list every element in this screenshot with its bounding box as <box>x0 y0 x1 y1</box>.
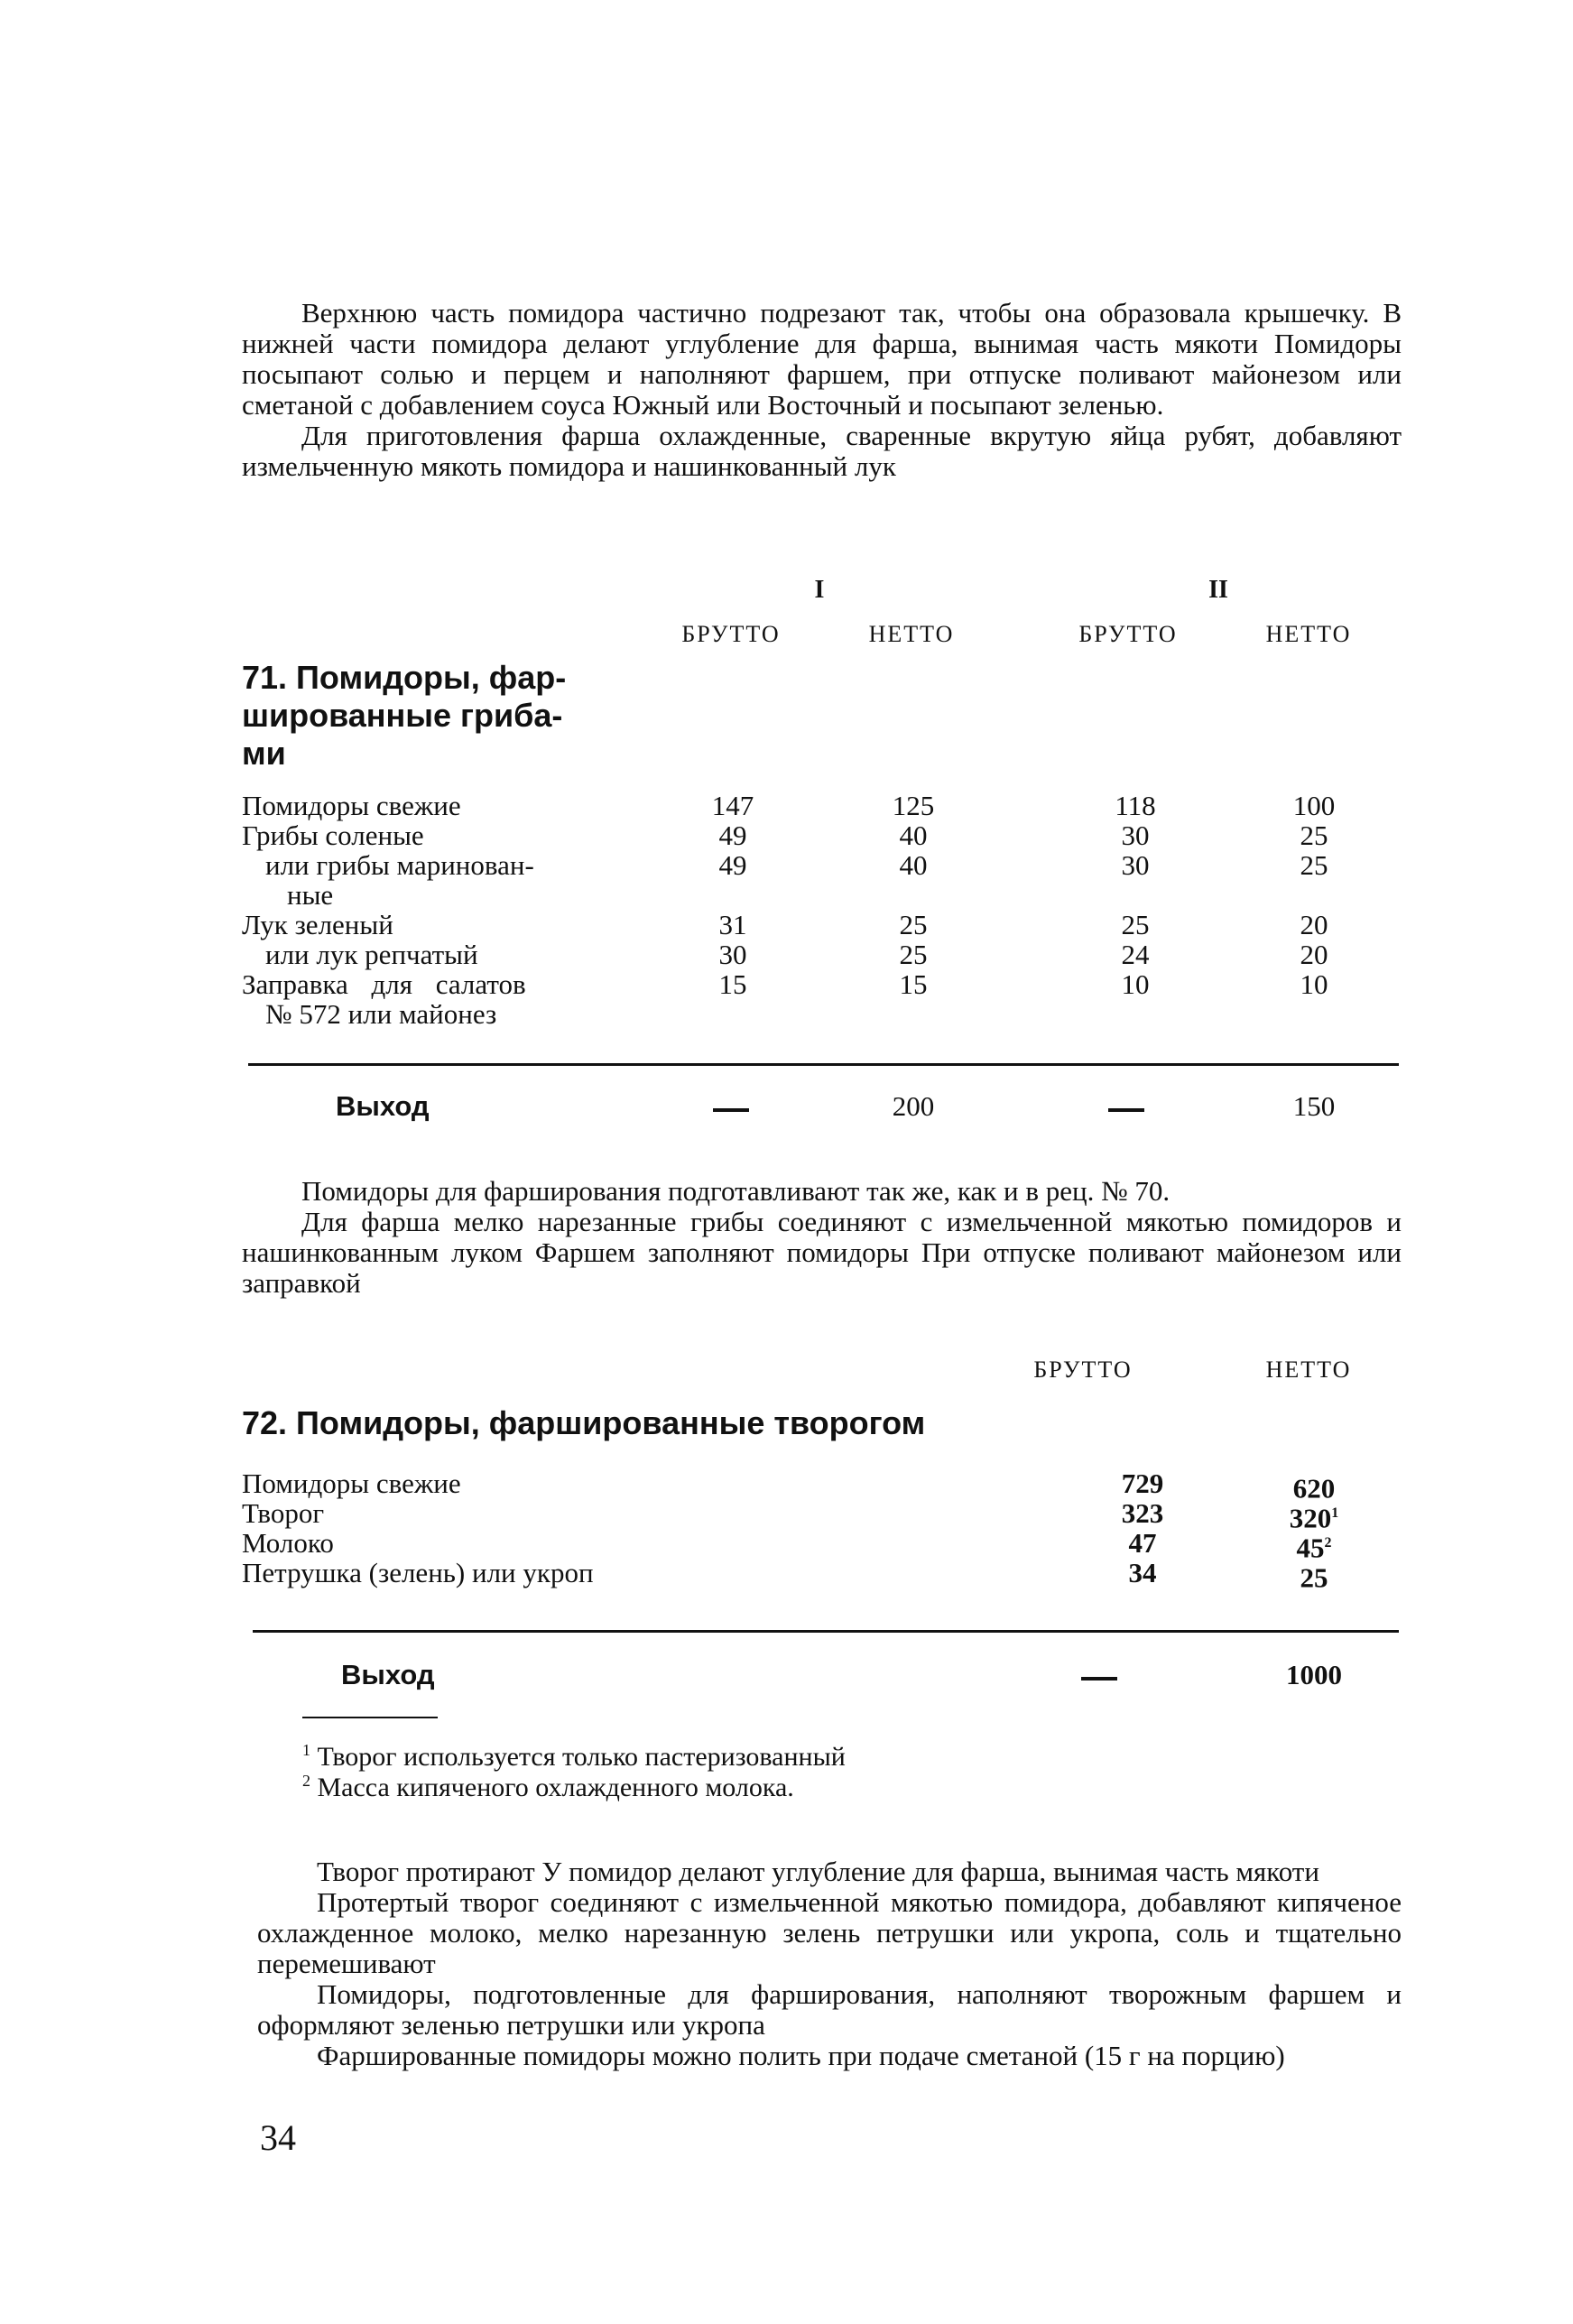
yield-value: 150 <box>1292 1090 1336 1122</box>
ingredient-row: Творог 323 $320^1$ <box>242 1497 1339 1534</box>
ingredient-row: № 572 или майонез <box>265 998 497 1030</box>
table-rule <box>248 1063 1399 1066</box>
ingredient-row: Помидоры свежие 729 620 <box>242 1468 1336 1505</box>
ingredient-row: Молоко 47 $45^2$ <box>242 1527 1332 1564</box>
brutto-header: БРУТТО <box>681 621 781 647</box>
yield-value: 200 <box>892 1090 935 1122</box>
ingredient-row: Помидоры свежие 147 125 118 100 <box>242 790 1336 821</box>
netto-header: НЕТТО <box>1265 1356 1352 1383</box>
yield-label: Выход <box>341 1659 435 1690</box>
footnote: $^1$ Творог используется только пастеризованный <box>302 1741 846 1772</box>
footnote: $^2$ Масса кипяченого охлажденного молока. <box>302 1772 794 1802</box>
table-rule <box>253 1630 1399 1633</box>
method-paragraph: Творог протирают У помидор делают углубление для фарша, вынимая часть мякоти <box>317 1856 1319 1887</box>
brutto-header: БРУТТО <box>1078 621 1178 647</box>
ingredient-row: ные <box>287 879 334 911</box>
ingredient-row: Заправка для салатов 15 15 10 10 <box>242 968 1328 1000</box>
recipe-72-method <box>257 1856 1402 2071</box>
yield-dash <box>713 1108 749 1112</box>
brutto-header: БРУТТО <box>1033 1356 1133 1383</box>
recipe-71-title: 71. Помидоры, фар- шированные гриба- ми <box>242 659 567 772</box>
ingredient-row: или грибы маринован- 49 40 30 25 <box>265 849 1328 881</box>
ingredient-row: Грибы соленые 49 40 30 25 <box>242 819 1328 851</box>
intro-paragraph-1: Верхнюю часть помидора частично подрезают так, чтобы она образовала крышечку. В нижней части помидора делают углубление для фарша, вынимая часть мякоти Помидоры посыпают солью и перцем и наполняют фаршем, при отпуске поливают майонезом или сметаной с добавлением соуса Южный или Восточный и посыпают зеленью. <box>242 297 1402 421</box>
yield-label: Выход <box>336 1090 430 1122</box>
yield-value: 1000 <box>1286 1659 1342 1690</box>
yield-dash <box>1081 1677 1117 1681</box>
netto-header: НЕТТО <box>868 621 955 647</box>
page-number: 34 <box>260 2117 296 2158</box>
ingredient-row: Лук зеленый 31 25 25 20 <box>242 909 1328 940</box>
recipe-72-title: 72. Помидоры, фаршированные творогом <box>242 1404 926 1441</box>
method-paragraph: Протертый творог соединяют с измельченной мякотью помидора, добавляют кипяченое охлажденное молоко, мелко нарезанную зелень петрушки или укропа, соль и тщательно перемешивают <box>257 1886 1402 1979</box>
yield-dash <box>1108 1108 1144 1112</box>
ingredient-row: Петрушка (зелень) или укроп 34 25 <box>242 1557 1328 1594</box>
netto-header: НЕТТО <box>1265 621 1352 647</box>
intro-paragraph-2: Для приготовления фарша охлажденные, сваренные вкрутую яйца рубят, добавляют измельченную мякоть помидора и нашинкованный лук <box>242 420 1402 482</box>
method-paragraph: Помидоры, подготовленные для фарширования, наполняют творожным фаршем и оформляют зеленью петрушки или укропа <box>257 1978 1402 2041</box>
recipe-71-method <box>242 1176 1402 1299</box>
intro-text <box>242 298 1402 482</box>
method-paragraph: Помидоры для фарширования подготавливают так же, как и в рец. № 70. <box>301 1175 1170 1207</box>
method-paragraph: Для фарша мелко нарезанные грибы соединяют с измельченной мякотью помидоров и нашинкованным луком Фаршем заполняют помидоры При отпуске поливают майонезом или заправкой <box>242 1206 1402 1299</box>
column-group-2-label: II <box>1208 576 1228 604</box>
ingredient-row: или лук репчатый 30 25 24 20 <box>265 939 1328 970</box>
column-group-1-label: I <box>814 576 825 604</box>
footnote-rule <box>302 1717 438 1718</box>
method-paragraph: Фаршированные помидоры можно полить при подаче сметаной (15 г на порцию) <box>317 2040 1285 2071</box>
